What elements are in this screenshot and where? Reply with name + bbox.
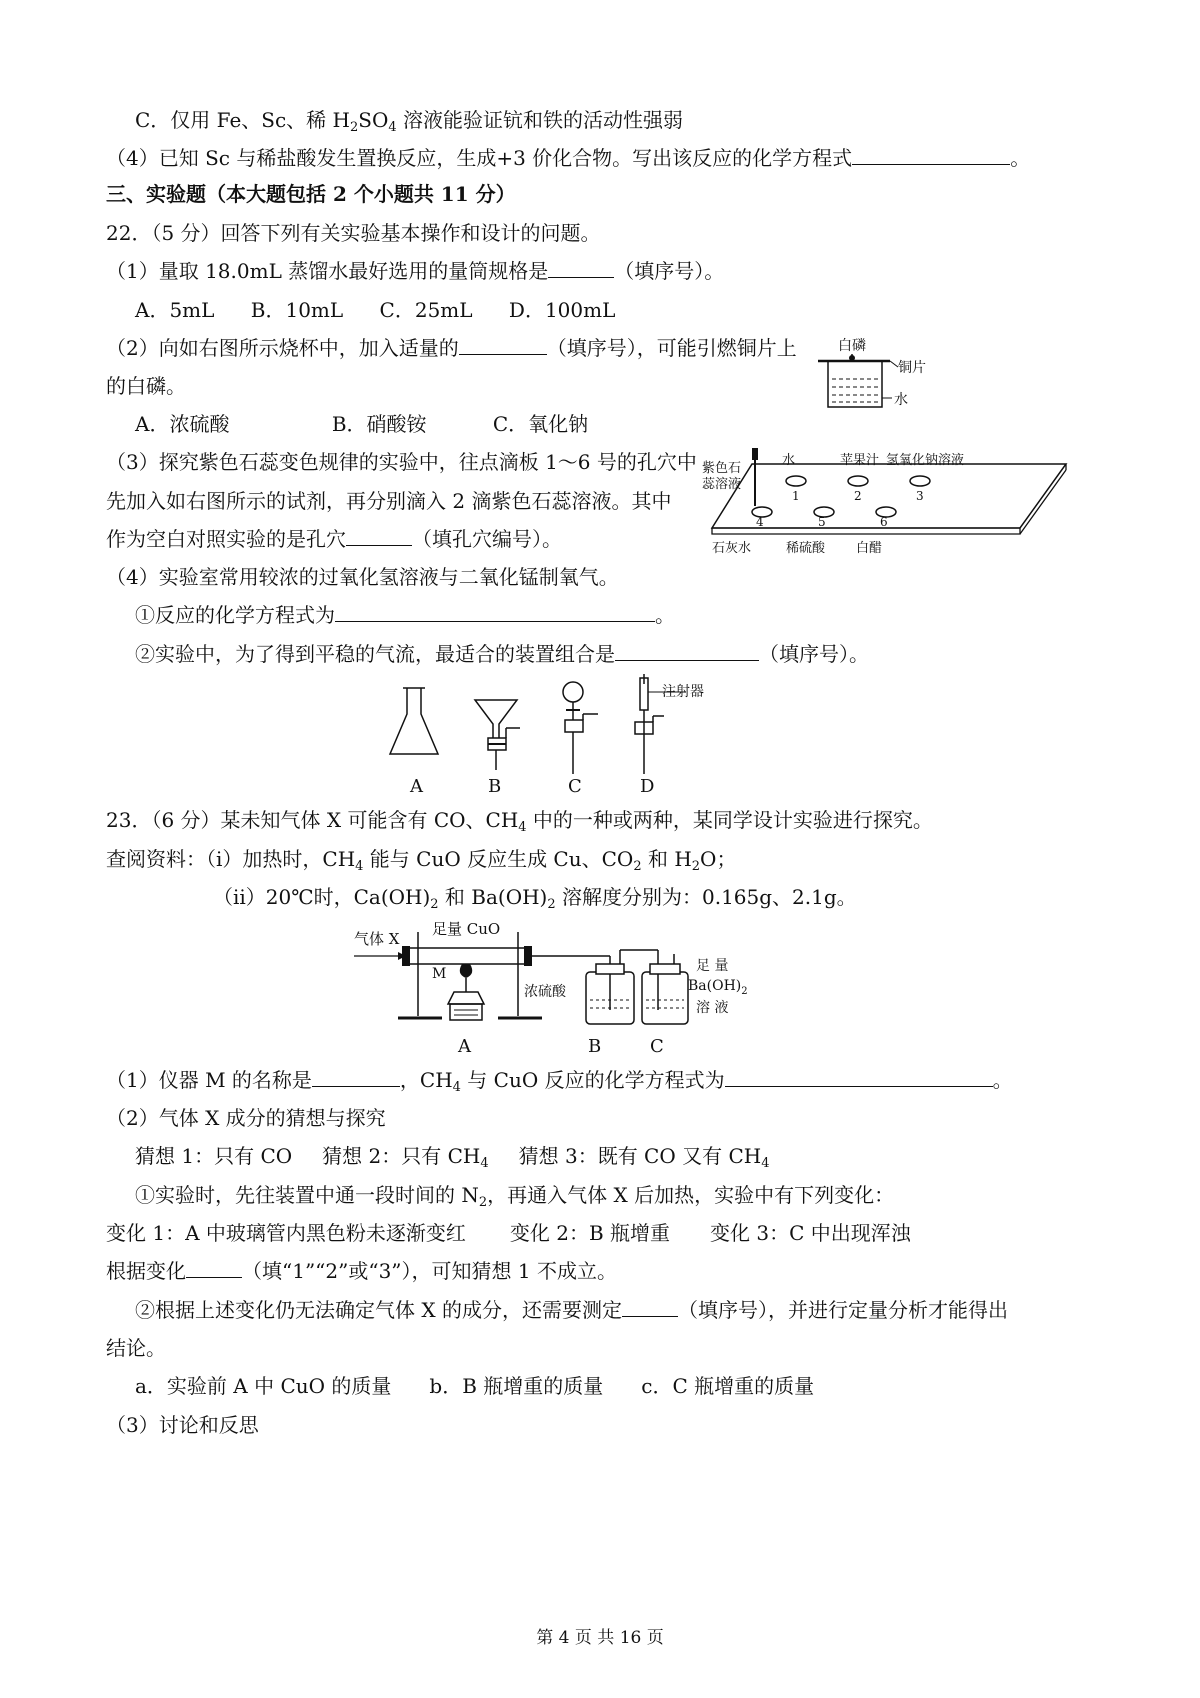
apparatus-label-b: B — [488, 776, 502, 797]
q23-options — [135, 1372, 814, 1400]
q22-part4: （4）实验室常用较浓的过氧化氢溶液与二氧化锰制氧气。 — [106, 565, 619, 589]
spot-plate-figure — [690, 446, 1080, 558]
water-label: 水 — [894, 392, 908, 408]
q22-part3-line1: （3）探究紫色石蕊变色规律的实验中，往点滴板 1～6 号的孔穴中 — [106, 450, 697, 474]
q22-part2: （2）向如右图所示烧杯中，加入适量的 （填序号），可能引燃铜片上 — [106, 336, 797, 360]
option-b: b．B 瓶增重的质量 — [429, 1374, 604, 1398]
well-number: 6 — [880, 515, 888, 529]
q23-intro: 23．（6 分）某未知气体 X 可能含有 CO、$CH_4$ 中的一种或两种，某同学设计实验进行探究。 — [106, 808, 933, 835]
baoh-label: 足 量 — [696, 958, 729, 974]
alcohol-lamp — [448, 992, 484, 1004]
conc-sulfuric-acid-label: 浓硫酸 — [524, 984, 566, 1000]
copper-label: 铜片 — [898, 360, 926, 376]
apparatus-label-c: C — [568, 776, 582, 797]
gas-x-label: 气体 X — [354, 930, 400, 948]
spot-plate — [712, 464, 1066, 528]
q21-part4: （4）已知 Sc 与稀盐酸发生置换反应，生成+3 价化合物。写出该反应的化学方程式 。 — [106, 146, 1031, 170]
q22-intro: 22．（5 分）回答下列有关实验基本操作和设计的问题。 — [106, 221, 601, 245]
beaker-figure — [810, 332, 930, 412]
baoh-label: 溶 液 — [696, 1000, 729, 1016]
option-b: B．10mL — [250, 298, 344, 322]
option-c: c．C 瓶增重的质量 — [641, 1374, 815, 1398]
reagent-label: 稀硫酸 — [786, 541, 826, 556]
q23-step2-cont: 结论。 — [106, 1336, 166, 1360]
apparatus-label-a: A — [458, 1036, 471, 1057]
dropper-label: 紫色石 — [702, 461, 742, 476]
guess-1: 猜想 1：只有 CO — [135, 1144, 293, 1168]
syringe-label: 注射器 — [662, 684, 704, 700]
conical-flask — [390, 688, 438, 754]
q23-part2: （2）气体 X 成分的猜想与探究 — [106, 1106, 386, 1130]
cuo-label: 足量 CuO — [432, 920, 501, 938]
gas-apparatus-figure — [348, 912, 768, 1060]
reagent-label: 水 — [782, 453, 796, 468]
q23-step1: ①实验时，先往装置中通一段时间的 $N_2$，再通入气体 X 后加热，实验中有下列变化： — [135, 1183, 895, 1210]
well-number: 1 — [792, 489, 800, 503]
well-number: 3 — [916, 489, 924, 503]
option-d: D．100mL — [508, 298, 616, 322]
well-number: 4 — [756, 515, 764, 529]
baoh-label: $Ba(OH)_2$ — [688, 978, 748, 997]
instrument-m-label: M — [432, 966, 447, 982]
bottle-c — [642, 972, 688, 1024]
guess-2: 猜想 2：只有 CH — [322, 1144, 481, 1168]
answer-blank[interactable] — [852, 144, 1010, 165]
apparatus-label-b: B — [588, 1036, 602, 1057]
q23-part3: （3）讨论和反思 — [106, 1413, 259, 1437]
white-phosphorus-label: 白磷 — [838, 338, 866, 354]
answer-blank[interactable] — [346, 525, 412, 546]
change-2: 变化 2：B 瓶增重 — [509, 1221, 671, 1245]
answer-blank[interactable] — [548, 257, 614, 278]
answer-blank[interactable] — [725, 1066, 993, 1087]
well-2 — [848, 476, 868, 486]
q23-step1b: 根据变化 （填“1”“2”或“3”），可知猜想 1 不成立。 — [106, 1259, 617, 1283]
q22-part1: （1）量取 18.0mL 蒸馏水最好选用的量筒规格是 （填序号）。 — [106, 259, 725, 283]
answer-blank[interactable] — [312, 1066, 400, 1087]
beaker — [828, 361, 882, 407]
reagent-label: 白醋 — [856, 541, 883, 556]
q22-part3-line3: 作为空白对照实验的是孔穴 （填孔穴编号）。 — [106, 527, 562, 551]
q23-part1: （1）仪器 M 的名称是 ，$CH_4$ 与 CuO 反应的化学方程式为 。 — [106, 1068, 1013, 1095]
option-a: a．实验前 A 中 CuO 的质量 — [135, 1374, 392, 1398]
funnel — [475, 700, 517, 740]
apparatus-label-c: C — [650, 1036, 664, 1057]
separatory-funnel — [563, 682, 583, 702]
guess-3: 猜想 3：既有 CO 又有 CH — [518, 1144, 762, 1168]
change-3: 变化 3：C 中出现浑浊 — [710, 1221, 911, 1245]
page-footer: 第 4 页 共 16 页 — [536, 1628, 664, 1648]
dropper-bulb — [752, 448, 758, 460]
q23-guesses: 猜想 1：只有 CO 猜想 2：只有 $CH_4$ 猜想 3：既有 CO 又有 $CH_4$ — [135, 1144, 770, 1171]
option-a: A．5mL — [135, 298, 215, 322]
change-1: 变化 1：A 中玻璃管内黑色粉未逐渐变红 — [106, 1221, 466, 1245]
reagent-label: 氢氧化钠溶液 — [886, 453, 965, 468]
answer-blank[interactable] — [335, 601, 655, 622]
well-1 — [786, 476, 806, 486]
q22-part3-line2: 先加入如右图所示的试剂，再分别滴入 2 滴紫色石蕊溶液。其中 — [106, 489, 672, 513]
apparatus-label-a: A — [410, 776, 423, 797]
glass-tube — [406, 948, 528, 964]
well-3 — [910, 476, 930, 486]
q22-part4-2: ②实验中，为了得到平稳的气流，最适合的装置组合是 （填序号）。 — [135, 642, 869, 666]
apparatus-figure — [380, 674, 740, 804]
q23-reference-1: 查阅资料：（ⅰ）加热时，$CH_4$ 能与 CuO 反应生成 Cu、$CO_2$ 和 $H_2O$； — [106, 847, 737, 874]
well-number: 5 — [818, 515, 826, 529]
answer-blank[interactable] — [615, 640, 759, 661]
option-b: B．硝酸铵 — [331, 412, 427, 436]
reagent-label: 苹果汁 — [840, 453, 880, 468]
option-c: C．氧化钠 — [492, 412, 589, 436]
answer-blank[interactable] — [186, 1257, 242, 1278]
q22-part4-1: ①反应的化学方程式为 。 — [135, 603, 675, 627]
reagent-label: 石灰水 — [712, 541, 752, 556]
q22-part2-cont: 的白磷。 — [106, 374, 186, 398]
q21-option-c: C．仅用 Fe、Sc、稀 $H_2SO_4$ 溶液能验证钪和铁的活动性强弱 — [135, 108, 684, 135]
dropper-label: 蕊溶液 — [702, 477, 742, 492]
q23-reference-2: （ⅱ）20℃时，$Ca(OH)_2$ 和 $Ba(OH)_2$ 溶解度分别为：0.165g、2.1g。 — [213, 885, 857, 912]
section-title-experiment: 三、实验题（本大题包括 2 个小题共 11 分） — [106, 182, 516, 206]
q23-step2: ②根据上述变化仍无法确定气体 X 的成分，还需要测定 （填序号），并进行定量分析才能得出 — [135, 1298, 1008, 1322]
option-c: C．25mL — [379, 298, 473, 322]
q22-part1-options — [135, 296, 615, 324]
q23-changes — [106, 1219, 911, 1247]
q22-part2-options — [135, 410, 588, 438]
answer-blank[interactable] — [459, 334, 547, 355]
answer-blank[interactable] — [622, 1296, 678, 1317]
apparatus-label-d: D — [640, 776, 655, 797]
well-number: 2 — [854, 489, 862, 503]
option-a: A．浓硫酸 — [135, 412, 230, 436]
